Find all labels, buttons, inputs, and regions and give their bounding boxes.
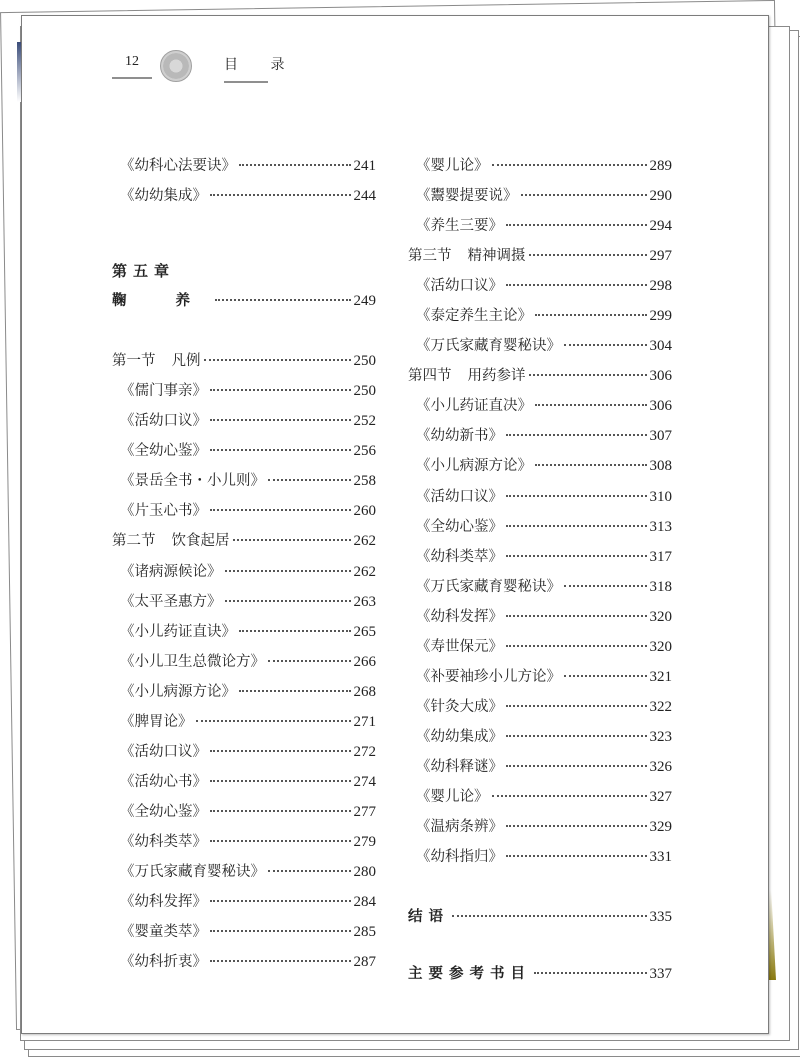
leader-dots <box>506 705 647 707</box>
toc-entry[interactable]: 《活幼心书》 274 <box>120 773 376 790</box>
toc-left-column <box>112 151 376 977</box>
toc-entry[interactable]: 《婴儿论》 289 <box>416 158 672 174</box>
page-title: 目 录 <box>224 54 268 83</box>
leader-dots <box>239 164 351 166</box>
leader-dots <box>506 555 647 557</box>
toc-entry[interactable]: 《万氏家藏育婴秘诀》 280 <box>120 863 376 880</box>
toc-entry[interactable]: 《幼科心法要诀》 241 <box>120 158 376 174</box>
leader-dots <box>506 224 647 226</box>
toc-entry[interactable]: 《幼幼集成》 244 <box>120 188 376 205</box>
toc-entry[interactable]: 《全幼心鉴》 256 <box>120 443 376 460</box>
toc-entry[interactable]: 《婴童类萃》 285 <box>120 924 376 941</box>
toc-entry[interactable]: 《儒门事亲》 250 <box>120 383 376 400</box>
toc-entry[interactable]: 《小儿药证直决》 306 <box>416 398 672 415</box>
leader-dots <box>210 509 351 511</box>
toc-entry[interactable]: 《活幼口议》 310 <box>416 488 672 505</box>
leader-dots <box>215 299 350 301</box>
toc-entry[interactable]: 《针灸大成》 322 <box>416 698 672 715</box>
toc-section-entry[interactable]: 第三节 精神调摄 297 <box>408 248 672 265</box>
toc-entry[interactable]: 《景岳全书・小儿则》 258 <box>120 473 376 490</box>
toc-entry[interactable]: 《幼科指归》 331 <box>416 849 672 866</box>
leader-dots <box>506 284 647 286</box>
toc-entry[interactable]: 《万氏家藏育婴秘诀》 318 <box>416 578 672 595</box>
spacer <box>112 316 376 346</box>
toc-entry[interactable]: 《小儿病源方论》 308 <box>416 458 672 475</box>
leader-dots <box>506 735 647 737</box>
leader-dots <box>521 194 647 196</box>
leader-dots <box>564 585 647 587</box>
leader-dots <box>564 344 647 346</box>
leader-dots <box>210 750 351 752</box>
leader-dots <box>506 765 647 767</box>
toc-entry[interactable]: 《诸病源候论》 262 <box>120 563 376 580</box>
leader-dots <box>506 495 647 497</box>
leader-dots <box>268 660 351 662</box>
leader-dots <box>196 720 351 722</box>
toc-entry[interactable]: 《全幼心鉴》 277 <box>120 803 376 820</box>
toc-references-entry[interactable]: 主要参考书目 337 <box>408 965 672 983</box>
toc-page <box>21 15 769 1034</box>
toc-section-entry[interactable]: 第一节 凡例 250 <box>112 353 376 370</box>
toc-section-entry[interactable]: 第二节 饮食起居 262 <box>112 533 376 550</box>
leader-dots <box>225 600 351 602</box>
leader-dots <box>210 840 351 842</box>
toc-entry[interactable]: 《泰定养生主论》 299 <box>416 308 672 325</box>
leader-dots <box>506 825 647 827</box>
leader-dots <box>210 930 351 932</box>
toc-entry[interactable]: 《活幼口议》 252 <box>120 413 376 430</box>
leader-dots <box>210 449 351 451</box>
leader-dots <box>529 254 647 256</box>
leader-dots <box>239 690 351 692</box>
toc-entry[interactable]: 《小儿卫生总微论方》 266 <box>120 653 376 670</box>
leader-dots <box>268 870 351 872</box>
leader-dots <box>204 359 351 361</box>
toc-entry[interactable]: 《脾胃论》 271 <box>120 713 376 730</box>
leader-dots <box>506 855 647 857</box>
toc-conclusion-entry[interactable]: 结语 335 <box>408 908 672 926</box>
leader-dots <box>233 539 351 541</box>
leader-dots <box>210 194 351 196</box>
leader-dots <box>535 314 647 316</box>
leader-dots <box>506 645 647 647</box>
leader-dots <box>210 419 351 421</box>
toc-entry[interactable]: 《幼科发挥》 320 <box>416 608 672 625</box>
leader-dots <box>492 795 647 797</box>
toc-entry[interactable]: 《幼科折衷》 287 <box>120 954 376 971</box>
chapter-label: 第五章 <box>112 262 176 281</box>
leader-dots <box>268 479 351 481</box>
leader-dots <box>225 570 351 572</box>
leader-dots <box>529 374 647 376</box>
leader-dots <box>239 630 351 632</box>
toc-entry[interactable]: 《幼幼新书》 307 <box>416 428 672 445</box>
toc-right-column <box>408 151 672 989</box>
leader-dots <box>506 615 647 617</box>
leader-dots <box>506 525 647 527</box>
toc-entry[interactable]: 《幼科发挥》 284 <box>120 894 376 911</box>
toc-entry[interactable]: 《小儿病源方论》 268 <box>120 683 376 700</box>
toc-section-entry[interactable]: 第四节 用药参详 306 <box>408 368 672 385</box>
leader-dots <box>506 434 647 436</box>
spacer <box>408 932 672 959</box>
toc-entry[interactable]: 《片玉心书》 260 <box>120 503 376 520</box>
leader-dots <box>210 389 351 391</box>
toc-entry[interactable]: 《幼幼集成》 323 <box>416 728 672 745</box>
leader-dots <box>492 164 647 166</box>
toc-entry[interactable]: 《补要袖珍小儿方论》 321 <box>416 668 672 685</box>
leader-dots <box>535 404 647 406</box>
toc-entry[interactable]: 《幼科类萃》 279 <box>120 833 376 850</box>
toc-chapter-entry[interactable]: 鞠 养 249 <box>112 292 376 310</box>
spacer <box>408 872 672 902</box>
toc-entry[interactable]: 《太平圣惠方》 263 <box>120 593 376 610</box>
toc-entry[interactable]: 《幼科释谜》 326 <box>416 758 672 775</box>
toc-entry[interactable]: 《鬻婴提要说》 290 <box>416 188 672 205</box>
leader-dots <box>564 675 647 677</box>
toc-entry[interactable]: 《全幼心鉴》 313 <box>416 518 672 535</box>
leader-dots <box>452 915 647 917</box>
leader-dots <box>210 780 351 782</box>
toc-entry[interactable]: 《寿世保元》 320 <box>416 638 672 655</box>
toc-entry[interactable]: 《幼科类萃》 317 <box>416 548 672 565</box>
leader-dots <box>210 810 351 812</box>
leader-dots <box>535 464 647 466</box>
toc-entry[interactable]: 《温病条辨》 329 <box>416 819 672 836</box>
toc-entry[interactable]: 《小儿药证直诀》 265 <box>120 623 376 640</box>
leader-dots <box>210 900 351 902</box>
round-lattice-ornament-icon <box>160 50 192 82</box>
toc-entry[interactable]: 《养生三要》 294 <box>416 218 672 235</box>
toc-entry[interactable]: 《婴儿论》 327 <box>416 788 672 805</box>
spacer <box>112 211 376 256</box>
page-number: 12 <box>112 54 152 79</box>
toc-entry[interactable]: 《万氏家藏育婴秘诀》 304 <box>416 338 672 355</box>
leader-dots <box>534 972 647 974</box>
toc-entry[interactable]: 《活幼口议》 272 <box>120 743 376 760</box>
leader-dots <box>210 960 351 962</box>
toc-entry[interactable]: 《活幼口议》 298 <box>416 278 672 295</box>
